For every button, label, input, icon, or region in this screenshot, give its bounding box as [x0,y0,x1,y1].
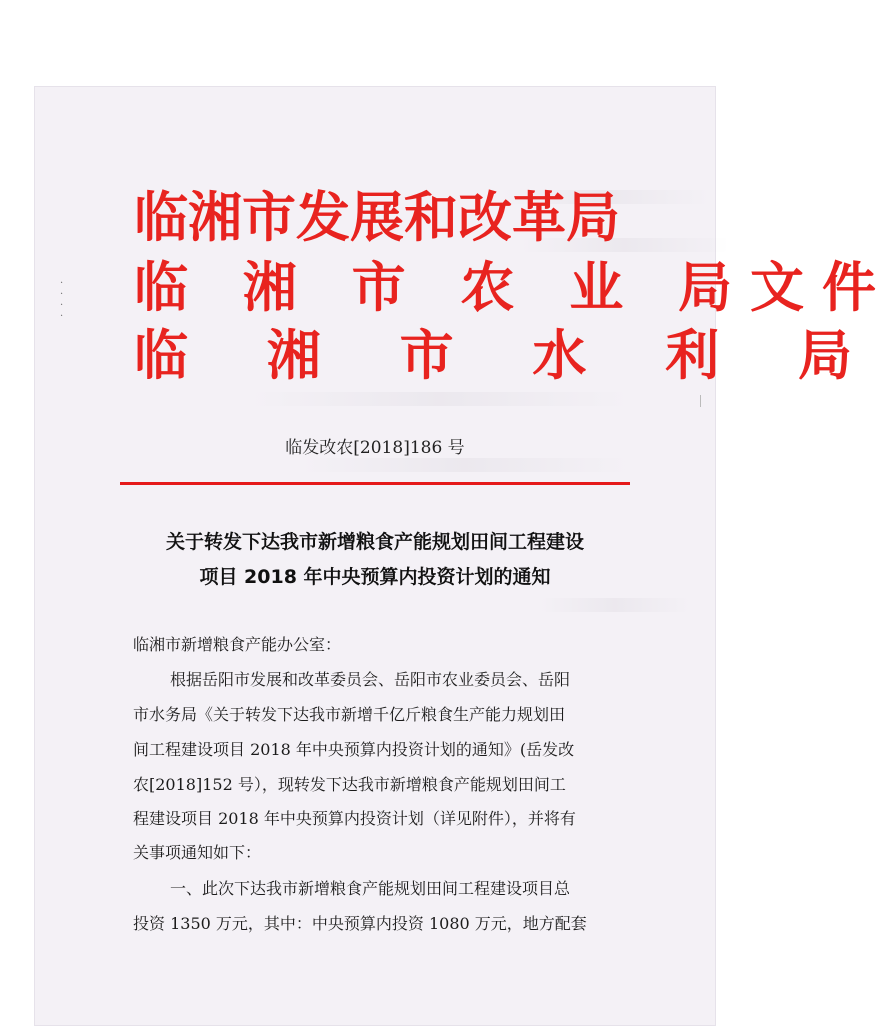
body-line: 市水务局《关于转发下达我市新增千亿斤粮食生产能力规划田 [133,705,566,724]
binding-holes: · · · · [60,278,64,322]
notice-title-line-1: 关于转发下达我市新增粮食产能规划田间工程建设 [165,531,584,553]
issuer-line-2: 临 湘 市 农 业 局文件 [134,256,894,319]
body-line: 根据岳阳市发展和改革委员会、岳阳市农业委员会、岳阳 [170,670,571,689]
body-line: 关事项通知如下： [133,843,262,862]
body-line: 投资 1350 万元，其中：中央预算内投资 1080 万元，地方配套 [133,914,587,933]
addressee: 临湘市新增粮食产能办公室： [133,635,342,654]
notice-title-line-2: 项目 2018 年中央预算内投资计划的通知 [199,566,551,588]
red-divider [120,482,630,485]
bleed-through-mark [540,598,690,612]
body-line: 间工程建设项目 2018 年中央预算内投资计划的通知》(岳发改 [133,740,575,759]
body-line: 程建设项目 2018 年中央预算内投资计划（详见附件），并将有 [133,809,576,828]
issuer-line-3: 临 湘 市 水 利 局 [134,324,882,387]
body-line: 农[2018]152 号），现转发下达我市新增粮食产能规划田间工 [133,775,566,794]
document-number: 临发改农[2018]186 号 [285,438,465,458]
body-line: 一、此次下达我市新增粮食产能规划田间工程建设项目总 [170,879,571,898]
bleed-through-mark [300,458,630,472]
issuer-line-1: 临湘市发展和改革局 [134,186,620,249]
scan-edge-mark [700,395,707,407]
bleed-through-mark [250,392,630,406]
